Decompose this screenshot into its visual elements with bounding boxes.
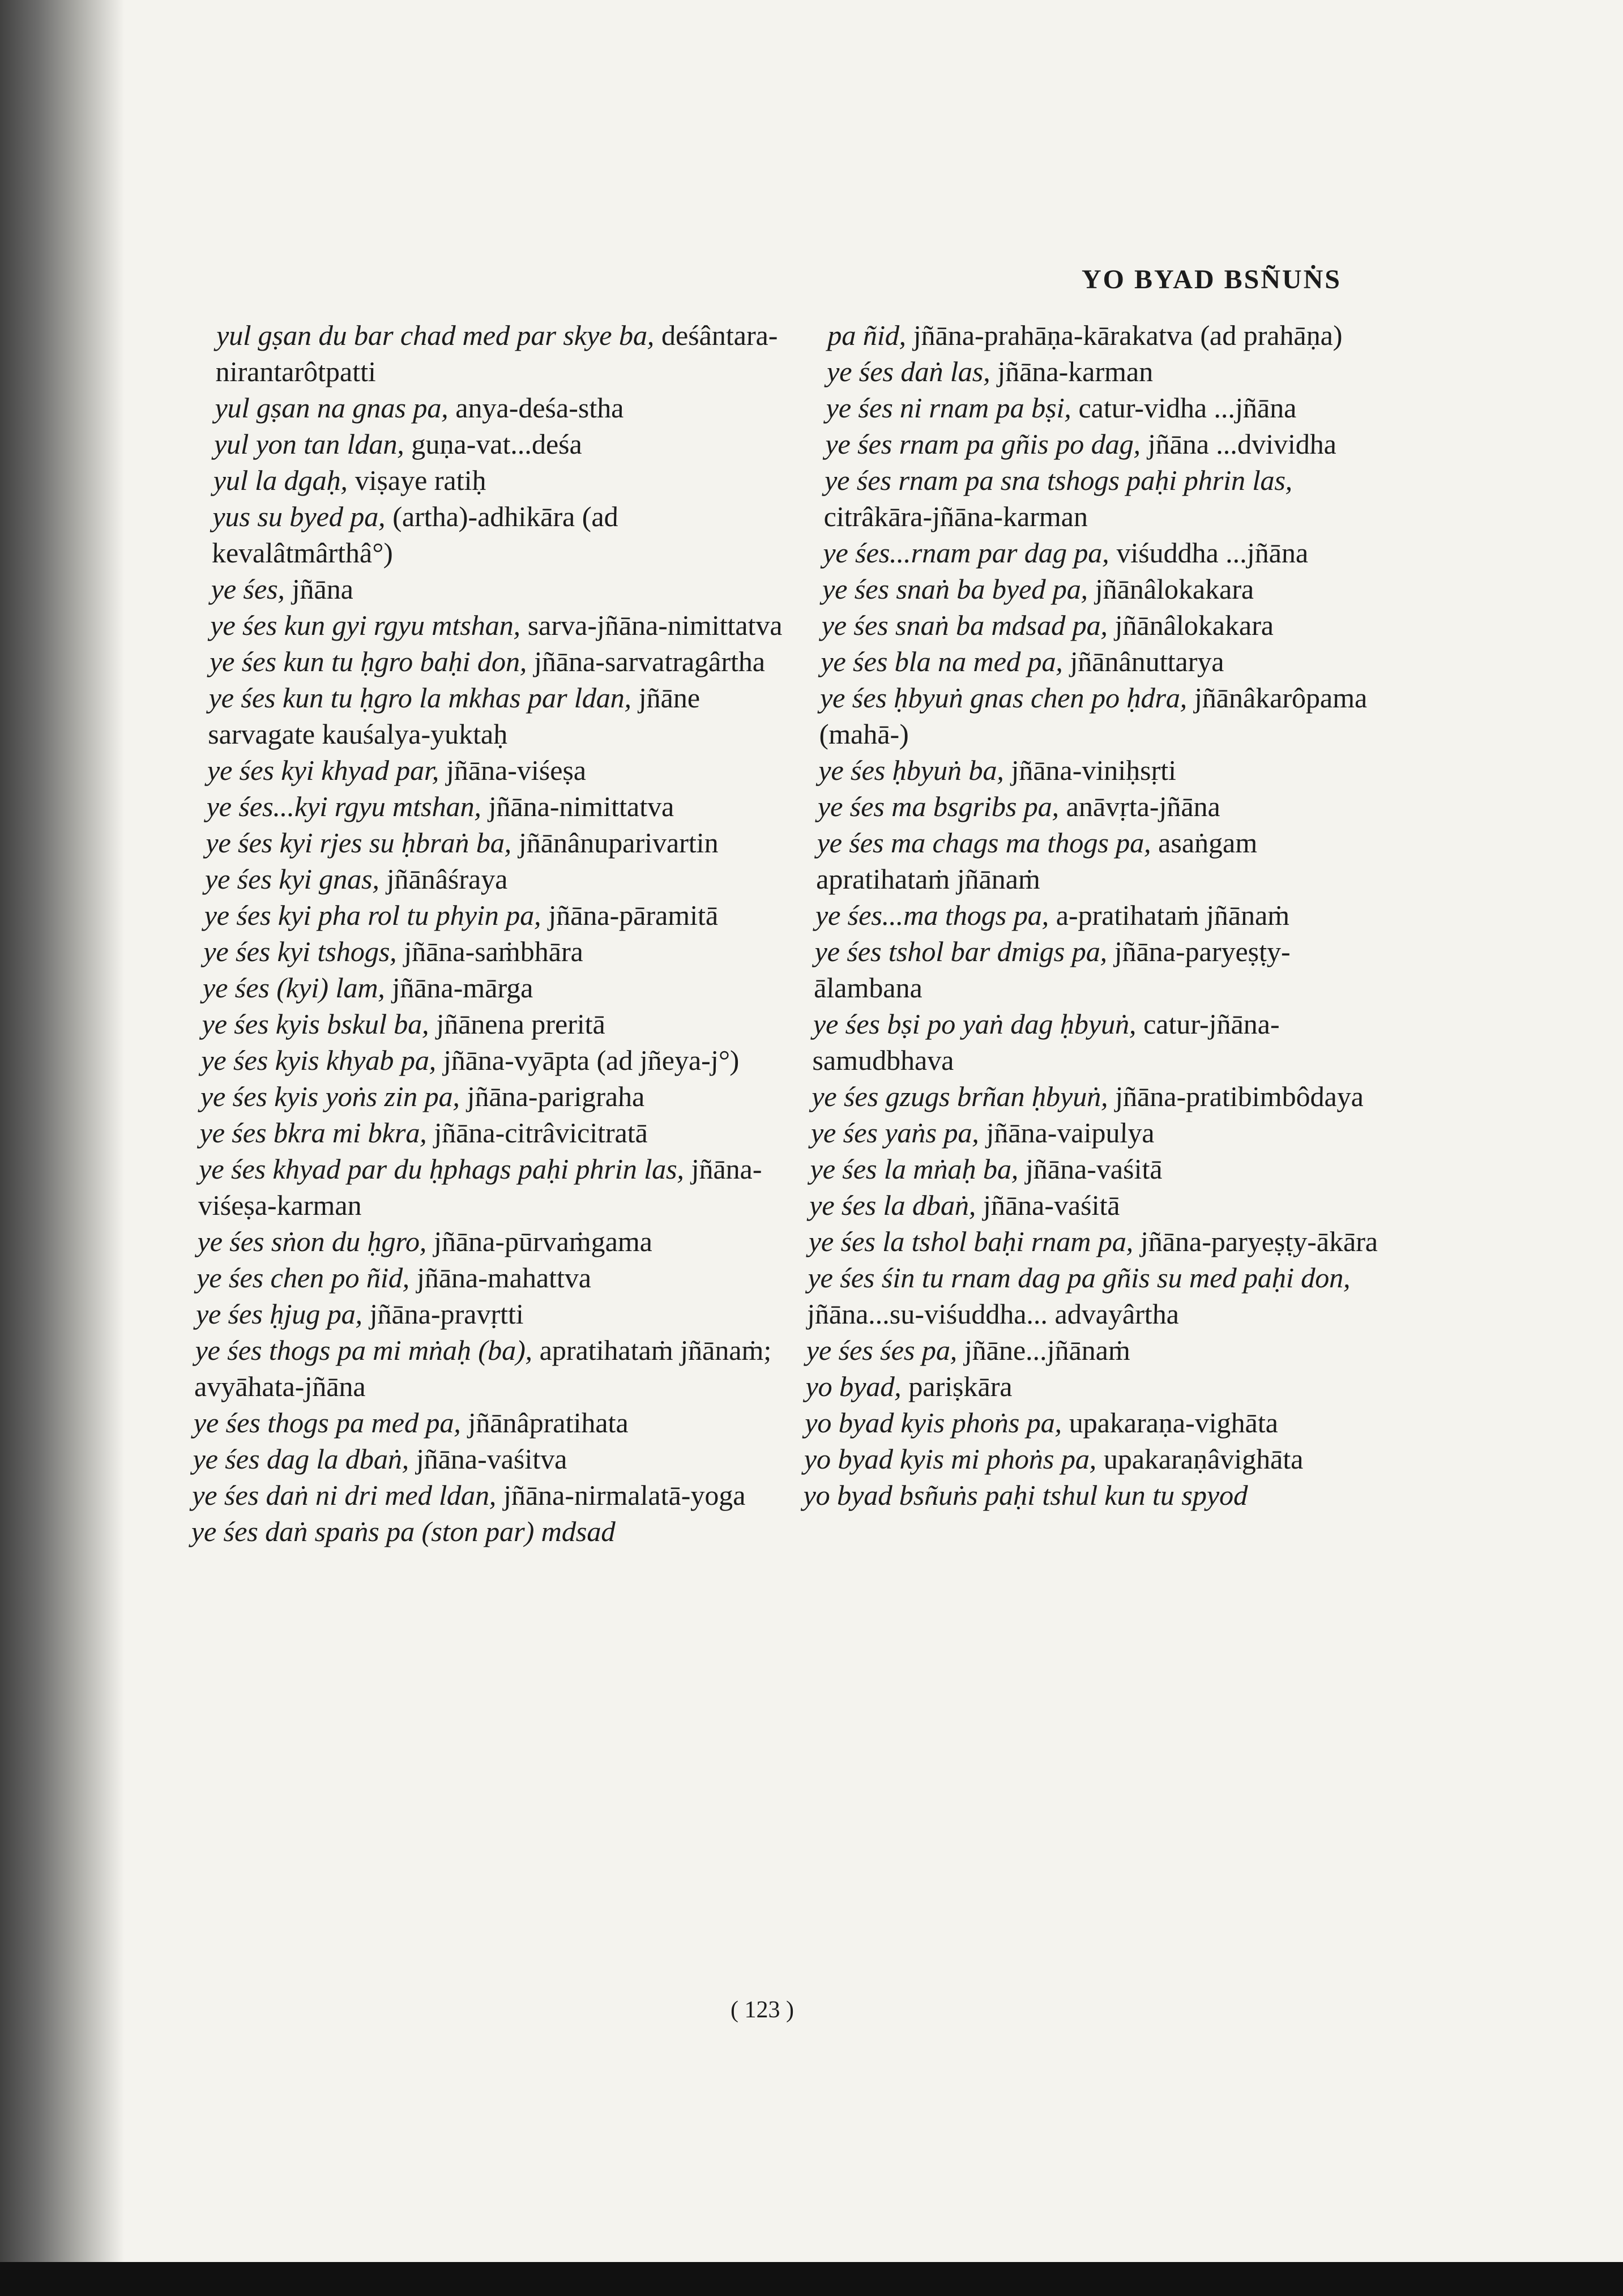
tibetan-term: ye śes ḥjug pa, — [195, 1298, 363, 1330]
sanskrit-equivalent: jñāna...su-viśuddha... advayârtha — [806, 1298, 1180, 1330]
tibetan-term: ye śes kyi khyad par, — [207, 754, 440, 786]
dictionary-entry — [200, 1078, 778, 1115]
tibetan-term: ye śes yaṅs pa, — [810, 1117, 980, 1149]
sanskrit-equivalent: jñāna-saṁbhāra — [403, 936, 584, 967]
tibetan-term: ye śes kyi rjes su ḥbraṅ ba, — [205, 827, 512, 859]
tibetan-term: ye śes kyi pha rol tu phyin pa, — [204, 899, 542, 931]
tibetan-term: ye śes, — [211, 573, 285, 605]
dictionary-entry — [204, 897, 782, 933]
dictionary-entry — [804, 1441, 1382, 1477]
dictionary-entry — [208, 680, 787, 752]
sanskrit-equivalent: jñānâpratihata — [467, 1407, 629, 1439]
sanskrit-equivalent: deśântara-nirantarôtpatti — [215, 319, 779, 387]
tibetan-term: ye śes kun tu ḥgro la mkhas par ldan, — [208, 682, 632, 714]
sanskrit-equivalent: jñāna-viśeṣa-karman — [198, 1153, 763, 1221]
tibetan-term: ye śes snaṅ ba mdsad pa, — [821, 609, 1108, 641]
tibetan-term: yo byad kyis mi phoṅs pa, — [804, 1443, 1097, 1475]
sanskrit-equivalent: catur-jñāna-samudbhava — [812, 1008, 1280, 1076]
sanskrit-equivalent: jñāna-paryeṣṭy-ākāra — [1140, 1226, 1378, 1257]
tibetan-term: ye śes kun gyi rgyu mtshan, — [210, 609, 522, 641]
dictionary-entry — [822, 571, 1400, 607]
dictionary-entry — [215, 390, 793, 426]
dictionary-entry — [202, 970, 780, 1006]
dictionary-entry — [193, 1441, 771, 1477]
right-column — [803, 317, 1406, 1513]
sanskrit-equivalent: jñāna-viniḥsṛti — [1010, 754, 1177, 786]
dictionary-entry — [207, 752, 785, 788]
tibetan-term: ye śes kun tu ḥgro baḥi don, — [209, 646, 528, 677]
dictionary-entry — [197, 1223, 775, 1260]
sanskrit-equivalent: jñānena preritā — [435, 1008, 606, 1040]
tibetan-term: ye śes la dbaṅ, — [809, 1189, 977, 1221]
tibetan-term: ye śes kyis khyab pa, — [200, 1044, 437, 1076]
sanskrit-equivalent: jñāna — [292, 573, 354, 605]
tibetan-term: ye śes ḥbyuṅ ba, — [818, 754, 1005, 786]
sanskrit-equivalent: asaṅgam apratihataṁ jñānaṁ — [815, 827, 1258, 895]
sanskrit-equivalent: jñāna-parigraha — [467, 1081, 645, 1112]
dictionary-entry — [818, 752, 1396, 788]
dictionary-entry — [215, 317, 795, 390]
dictionary-entry — [806, 1332, 1384, 1368]
sanskrit-equivalent: jñāna-pāramitā — [548, 899, 719, 931]
sanskrit-equivalent: jñāna-pratibimbôdaya — [1114, 1081, 1364, 1112]
dictionary-entry — [195, 1296, 774, 1332]
sanskrit-equivalent: jñāne...jñānaṁ — [964, 1334, 1131, 1366]
dictionary-entry — [198, 1151, 777, 1223]
tibetan-term: ye śes śin tu rnam dag pa gñis su med paḥi don, — [808, 1262, 1351, 1294]
sanskrit-equivalent: a-pratihataṁ jñānaṁ — [1056, 899, 1290, 931]
dictionary-entry — [210, 607, 788, 643]
dictionary-entry — [810, 1115, 1389, 1151]
tibetan-term: yo byad bsñuṅs paḥi tshul kun tu spyod — [802, 1479, 1248, 1511]
tibetan-term: ye śes...ma thogs pa, — [815, 899, 1050, 931]
dictionary-entry — [821, 643, 1399, 680]
dictionary-entry — [815, 897, 1393, 933]
sanskrit-equivalent: jñāna-viśeṣa — [446, 754, 587, 786]
dictionary-entry — [206, 825, 784, 861]
dictionary-entry — [211, 498, 791, 571]
tibetan-term: ye śes bkra mi bkra, — [199, 1117, 428, 1149]
tibetan-term: ye śes śes pa, — [806, 1334, 958, 1366]
sanskrit-equivalent: jñāna-nirmalatā-yoga — [503, 1479, 746, 1511]
tibetan-term: yul gṣan na gnas pa, — [214, 392, 449, 424]
dictionary-entry — [823, 462, 1403, 535]
sanskrit-equivalent: jñāna-paryeṣṭy-ālambana — [813, 936, 1291, 1004]
dictionary-entry — [803, 1477, 1381, 1513]
tibetan-term: ye śes daṅ spaṅs pa (ston par) mdsad — [191, 1516, 616, 1547]
tibetan-term: ye śes la tshol baḥi rnam pa, — [808, 1226, 1134, 1257]
tibetan-term: ye śes rnam pa gñis po dag, — [825, 428, 1141, 460]
sanskrit-equivalent: viśuddha ...jñāna — [1116, 537, 1309, 569]
sanskrit-equivalent: citrâkāra-jñāna-karman — [823, 501, 1088, 532]
sanskrit-equivalent: jñāna-mārga — [391, 972, 534, 1004]
dictionary-entry — [201, 1042, 779, 1078]
tibetan-term: ye śes kyi tshogs, — [203, 936, 398, 967]
tibetan-term: yul gṣan du bar chad med par skye ba, — [216, 319, 655, 351]
tibetan-term: ye śes chen po ñid, — [196, 1262, 411, 1294]
dictionary-entry — [197, 1260, 775, 1296]
sanskrit-equivalent: jñāna-mahattva — [416, 1262, 592, 1294]
tibetan-term: ye śes kyi gnas, — [204, 863, 380, 895]
dictionary-entry — [206, 788, 784, 825]
dictionary-entry — [816, 825, 1395, 897]
sanskrit-equivalent: pariṣkāra — [908, 1371, 1013, 1402]
tibetan-term: ye śes la mṅaḥ ba, — [810, 1153, 1019, 1185]
scan-shadow-left — [0, 0, 125, 2296]
tibetan-term: ye śes...kyi rgyu mtshan, — [206, 791, 482, 822]
dictionary-entry — [203, 933, 781, 970]
tibetan-term: ye śes rnam pa sna tshogs paḥi phrin las, — [824, 464, 1293, 496]
dictionary-entry — [812, 1006, 1391, 1078]
tibetan-term: yul yon tan ldan, — [213, 428, 405, 460]
tibetan-term: ye śes bla na med pa, — [820, 646, 1064, 677]
tibetan-term: ye śes (kyi) lam, — [202, 972, 386, 1004]
tibetan-term: ye śes daṅ las, — [826, 356, 991, 387]
dictionary-entry — [202, 1006, 780, 1042]
tibetan-term: ye śes tshol bar dmigs pa, — [814, 936, 1108, 967]
scan-shadow-bottom — [0, 2262, 1623, 2296]
left-column — [191, 317, 795, 1550]
dictionary-entry — [826, 390, 1404, 426]
sanskrit-equivalent: jñānânuttarya — [1069, 646, 1225, 677]
sanskrit-equivalent: jñāna-vaśitā — [983, 1189, 1121, 1221]
dictionary-entry — [194, 1332, 774, 1405]
dictionary-entry — [810, 1151, 1388, 1187]
tibetan-term: ye śes gzugs brñan ḥbyuṅ, — [811, 1081, 1109, 1112]
tibetan-term: ye śes thogs pa med pa, — [193, 1407, 462, 1439]
dictionary-entry — [814, 933, 1393, 1006]
sanskrit-equivalent: jñāne sarvagate kauśalya-yuktaḥ — [207, 682, 701, 750]
sanskrit-equivalent: anya-deśa-stha — [455, 392, 625, 424]
dictionary-entry — [209, 643, 787, 680]
sanskrit-equivalent: jñānâkarôpama (mahā-) — [819, 682, 1368, 750]
dictionary-entry — [805, 1368, 1383, 1405]
sanskrit-equivalent: jñānâśraya — [386, 863, 509, 895]
sanskrit-equivalent: jñānânuparivartin — [518, 827, 719, 859]
tibetan-term: pa ñid, — [827, 319, 907, 351]
tibetan-term: ye śes snaṅ ba byed pa, — [822, 573, 1088, 605]
sanskrit-equivalent: jñāna-pravṛtti — [369, 1298, 524, 1330]
tibetan-term: ye śes daṅ ni dri med ldan, — [191, 1479, 497, 1511]
tibetan-term: ye śes ma chags ma thogs pa, — [817, 827, 1152, 859]
dictionary-entry — [825, 426, 1403, 462]
sanskrit-equivalent: jñānâlokakara — [1114, 609, 1274, 641]
sanskrit-equivalent: jñāna ...dvividha — [1147, 428, 1337, 460]
dictionary-entry — [823, 535, 1401, 571]
tibetan-term: ye śes...rnam par dag pa, — [822, 537, 1110, 569]
dictionary-entry — [826, 353, 1404, 390]
sanskrit-equivalent: upakaraṇâvighāta — [1103, 1443, 1304, 1475]
dictionary-entry — [213, 462, 791, 498]
tibetan-term: yus su byed pa, — [212, 501, 386, 532]
sanskrit-equivalent: apratihataṁ jñānaṁ; avyāhata-jñāna — [194, 1334, 772, 1402]
sanskrit-equivalent: jñāna-vyāpta (ad jñeya-j°) — [443, 1044, 740, 1076]
sanskrit-equivalent: jñāna-karman — [997, 356, 1154, 387]
dictionary-entry — [809, 1187, 1387, 1223]
dictionary-entry — [812, 1078, 1390, 1115]
dictionary-entry — [805, 1405, 1383, 1441]
tibetan-term: ye śes khyad par du ḥphags paḥi phrin las, — [198, 1153, 685, 1185]
tibetan-term: ye śes ni rnam pa bṣi, — [826, 392, 1072, 424]
dictionary-entry — [819, 680, 1398, 752]
sanskrit-equivalent: jñāna-nimittatva — [488, 791, 674, 822]
sanskrit-equivalent: jñāna-pūrvaṁgama — [433, 1226, 653, 1257]
dictionary-entry — [204, 861, 783, 897]
sanskrit-equivalent: jñāna-sarvatragârtha — [533, 646, 766, 677]
sanskrit-equivalent: sarva-jñāna-nimittatva — [527, 609, 783, 641]
page-number: ( 123 ) — [731, 1997, 794, 2023]
sanskrit-equivalent: anāvṛta-jñāna — [1066, 791, 1221, 822]
dictionary-entry — [213, 426, 792, 462]
dictionary-entry — [193, 1405, 771, 1441]
sanskrit-equivalent: jñāna-vaśitva — [416, 1443, 568, 1475]
sanskrit-equivalent: catur-vidha ...jñāna — [1078, 392, 1297, 424]
running-head: YO BYAD BSÑUṄS — [1082, 264, 1342, 295]
dictionary-entry — [807, 1260, 1386, 1332]
tibetan-term: yo byad, — [805, 1371, 902, 1402]
tibetan-term: ye śes sṅon du ḥgro, — [197, 1226, 428, 1257]
sanskrit-equivalent: (artha)-adhikāra (ad kevalâtmârthâ°) — [211, 501, 619, 569]
sanskrit-equivalent: viṣaye ratiḥ — [355, 464, 487, 496]
dictionary-entry — [827, 317, 1406, 353]
tibetan-term: yul la dgaḥ, — [213, 464, 348, 496]
dictionary-entry — [192, 1477, 770, 1513]
tibetan-term: ye śes kyis yoṅs zin pa, — [200, 1081, 460, 1112]
tibetan-term: ye śes thogs pa mi mṅaḥ (ba), — [194, 1334, 533, 1366]
sanskrit-equivalent: jñāna-vaipulya — [986, 1117, 1155, 1149]
tibetan-term: ye śes dag la dbaṅ, — [192, 1443, 410, 1475]
dictionary-entry — [821, 607, 1399, 643]
dictionary-entry — [199, 1115, 778, 1151]
sanskrit-equivalent: guṇa-vat...deśa — [411, 428, 583, 460]
tibetan-term: yo byad kyis phoṅs pa, — [804, 1407, 1062, 1439]
dictionary-entry — [191, 1513, 769, 1550]
sanskrit-equivalent: jñānâlokakara — [1095, 573, 1254, 605]
dictionary-entry — [211, 571, 789, 607]
tibetan-term: ye śes ma bsgribs pa, — [817, 791, 1060, 822]
sanskrit-equivalent: jñāna-prahāṇa-kārakatva (ad prahāṇa) — [913, 319, 1343, 351]
tibetan-term: ye śes kyis bskul ba, — [202, 1008, 430, 1040]
tibetan-term: ye śes ḥbyuṅ gnas chen po ḥdra, — [819, 682, 1188, 714]
sanskrit-equivalent: jñāna-vaśitā — [1025, 1153, 1163, 1185]
sanskrit-equivalent: jñāna-citrâvicitratā — [433, 1117, 648, 1149]
dictionary-entry — [808, 1223, 1386, 1260]
tibetan-term: ye śes bṣi po yaṅ dag ḥbyuṅ, — [813, 1008, 1137, 1040]
sanskrit-equivalent: upakaraṇa-vighāta — [1069, 1407, 1279, 1439]
dictionary-entry — [817, 788, 1395, 825]
